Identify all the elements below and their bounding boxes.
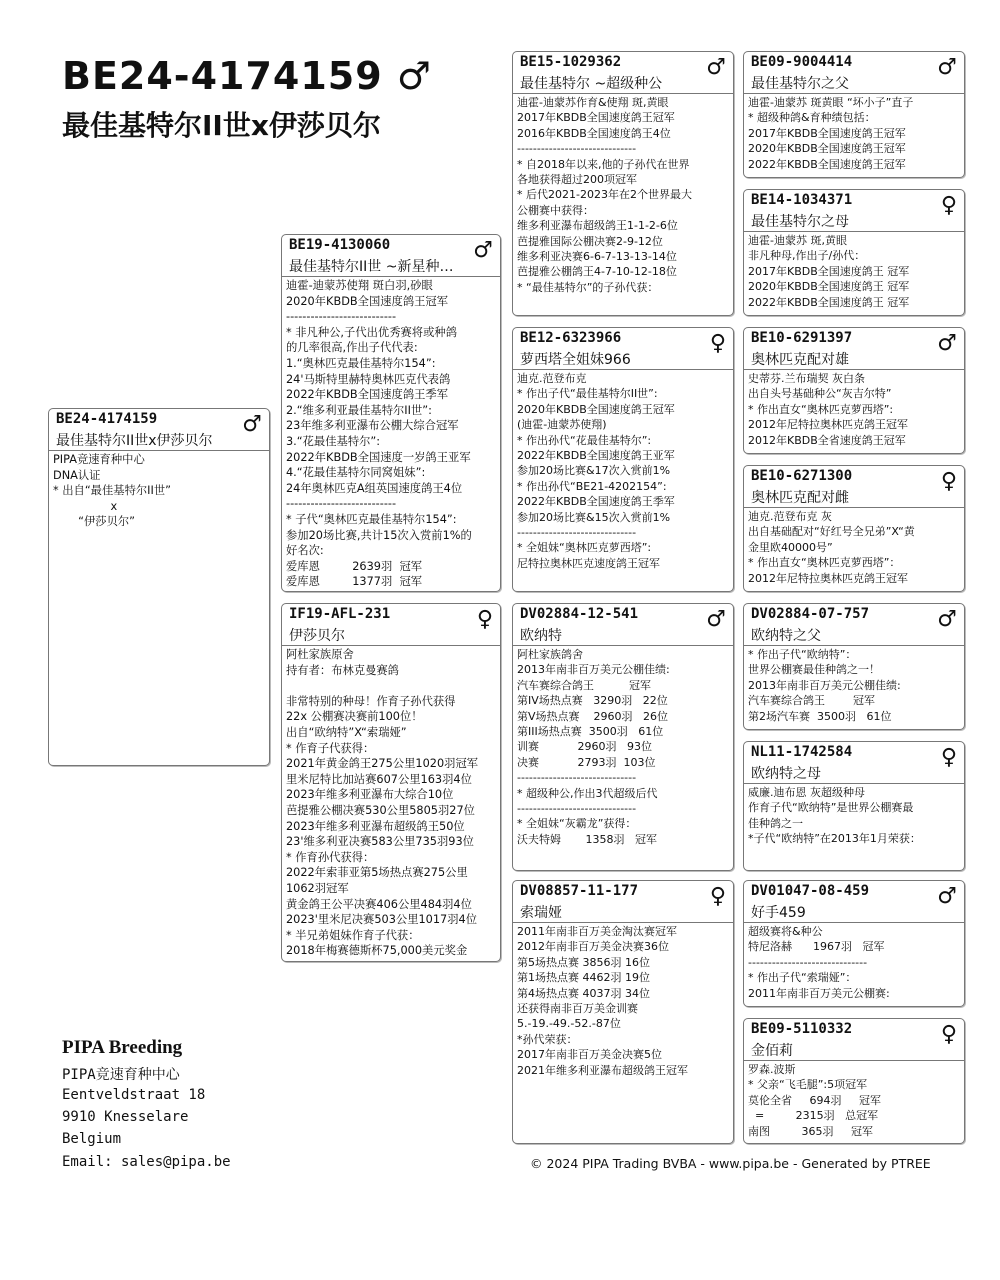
card-divider (513, 369, 733, 370)
note-line: 维多利亚决赛6-6-7-13-13-14位 (517, 249, 677, 263)
card-notes (748, 371, 960, 448)
card-divider (513, 93, 733, 94)
note-line: 芭提雅公棚鸽王4-7-10-12-18位 (517, 265, 677, 279)
footer-line: Belgium (62, 1131, 122, 1147)
note-line: 尼特拉奥林匹克速度鸽王冠军 (517, 556, 660, 570)
pigeon-name: 最佳基特尔II世 ~新星种… (289, 259, 454, 275)
note-line: 莫伦全省 694羽 冠军 (748, 1093, 881, 1107)
note-line: 2021年维多利亚瀑布超级鸽王冠军 (517, 1063, 688, 1077)
note-line: 爱库恩 1377羽 冠军 (286, 575, 423, 589)
pigeon-name: 最佳基特尔 ~超级种公 (520, 76, 663, 92)
card-divider (744, 1060, 964, 1061)
ring-number: BE10-6291397 (751, 330, 853, 346)
note-line: 好名次: (286, 544, 324, 558)
note-line: 第4场热点赛 4037羽 34位 (517, 986, 650, 1000)
ring-number: BE09-5110332 (751, 1021, 853, 1037)
note-line: * 作出子代“最佳基特尔II世”: (517, 387, 658, 401)
pedigree-card-sd[interactable] (512, 327, 734, 592)
ring-number: BE19-4130060 (289, 237, 391, 253)
note-line: 迪霍-迪蒙苏 斑黄眼 “坏小子”直子 (748, 96, 914, 109)
note-line: 参加20场比赛&17次入赏前1% (517, 464, 671, 478)
male-icon: ♂ (937, 607, 957, 632)
note-line: 2021年黄金鸽王275公里1020羽冠军 (286, 757, 479, 771)
pedigree-title-name: 最佳基特尔II世x伊莎贝尔 (62, 109, 381, 142)
male-icon: ♂ (242, 412, 262, 437)
note-line: 爱库恩 2639羽 冠军 (286, 559, 423, 573)
copyright: © 2024 PIPA Trading BVBA - www.pipa.be - Generated by PTREE (530, 1156, 931, 1171)
note-line: 参加20场比赛,共计15次入赏前1%的 (286, 528, 472, 542)
female-icon: ♀ (940, 469, 957, 494)
card-divider (744, 93, 964, 94)
footer-email[interactable]: Email: sales@pipa.be (62, 1154, 231, 1170)
note-line: * 超级种公,作出3代超级后代 (517, 786, 658, 800)
note-line: 训赛 2960羽 93位 (517, 740, 652, 754)
note-line: 2020年KBDB全国速度鸽王 冠军 (748, 280, 910, 294)
card-notes (517, 924, 729, 1078)
note-line: 参加20场比赛&15次入赏前1% (517, 510, 671, 524)
note-line: 2013年南非百万美元公棚佳绩: (748, 678, 901, 692)
note-line: 5.-19.-49.-52.-87位 (517, 1017, 621, 1031)
pedigree-card-sire[interactable] (281, 234, 501, 592)
male-icon: ♂ (937, 331, 957, 356)
female-icon: ♀ (709, 884, 726, 909)
note-line: * 作出子代“欧纳特”： (748, 648, 857, 661)
note-line: 2022年KBDB全国速度一岁鸽王亚军 (286, 450, 471, 464)
pedigree-card-ssd[interactable] (743, 189, 965, 316)
note-line: “伊莎贝尔” (53, 515, 136, 529)
footer-org: PIPA Breeding (62, 1037, 183, 1058)
ring-number: BE14-1034371 (751, 192, 853, 208)
note-line: --------------------------- (286, 310, 397, 324)
note-line: 2012年尼特拉奥林匹克鸽王冠军 (748, 571, 908, 585)
note-line: 2023年维多利亚瀑布超级鸽王50位 (286, 819, 465, 833)
note-line: * 作出孙代“花最佳基特尔”: (517, 433, 652, 447)
note-line: * 超级种鸽&育种绩包括： (748, 111, 876, 125)
note-line: * 作出孙代“BE21-4202154”: (517, 479, 667, 493)
female-icon: ♀ (940, 1022, 957, 1047)
note-line: 2017年KBDB全国速度鸽王冠军 (517, 111, 675, 125)
note-line: ------------------------------ (517, 801, 637, 815)
note-line: ------------------------------ (517, 525, 637, 539)
note-line: ------------------------------ (517, 142, 637, 156)
card-divider (744, 231, 964, 232)
female-icon: ♀ (476, 607, 493, 632)
ring-number: BE09-9004414 (751, 54, 853, 70)
note-line: DNA认证 (53, 468, 101, 482)
note-line: 迪克.范登布克 灰 (748, 510, 832, 523)
pedigree-title-id: BE24-4174159 ♂ (62, 54, 432, 98)
card-divider (282, 645, 500, 646)
card-divider (513, 922, 733, 923)
note-line: 2013年南非百万美元公棚佳绩: (517, 663, 670, 677)
pigeon-name: 最佳基特尔II世x伊莎贝尔 (56, 433, 213, 449)
card-divider (744, 922, 964, 923)
ring-number: BE24-4174159 (56, 411, 158, 427)
pedigree-card-dds[interactable] (743, 880, 965, 1007)
note-line: 2018年梅赛德斯杯75,000美元奖金 (286, 944, 468, 958)
note-line: PIPA竞速育种中心 (53, 453, 145, 466)
pigeon-name: 好手459 (751, 905, 806, 921)
card-notes (517, 95, 729, 295)
note-line: = 2315羽 总冠军 (748, 1109, 879, 1123)
card-notes (748, 924, 960, 1001)
note-line: 南图 365羽 冠军 (748, 1124, 873, 1138)
note-line: 史蒂芬.兰布瑞契 灰白条 (748, 372, 865, 385)
pigeon-name: 欧纳特之母 (751, 766, 821, 782)
note-line: 黄金鸽王公平决赛406公里484羽4位 (286, 897, 472, 911)
pedigree-card-dd[interactable] (512, 880, 734, 1144)
note-line: 2022年KBDB全国速度鸽王季军 (517, 495, 675, 509)
pigeon-name: 欧纳特之父 (751, 628, 821, 644)
pedigree-card-dss[interactable] (743, 603, 965, 730)
note-line: ------------------------------ (517, 771, 637, 785)
male-icon: ♂ (706, 607, 726, 632)
note-line: 公棚赛中获得： (517, 203, 594, 217)
note-line: 迪霍-迪蒙苏作育&使翔 斑,黄眼 (517, 96, 669, 109)
ring-number: BE12-6323966 (520, 330, 622, 346)
note-line: 2022年KBDB全国速度鸽王冠军 (748, 157, 906, 171)
note-line: 的几率很高,作出子代代表: (286, 341, 418, 355)
note-line: 非常特别的种母！作育子孙代获得 (286, 694, 456, 708)
note-line: * 作育子代获得： (286, 741, 375, 755)
ring-number: DV02884-12-541 (520, 606, 639, 622)
note-line: 2012年南非百万美金决赛36位 (517, 940, 669, 954)
pigeon-name: 萝西塔全姐妹966 (520, 352, 631, 368)
note-line: 决赛 2793羽 103位 (517, 755, 656, 769)
note-line: * “最佳基特尔”的子孙代获： (517, 280, 659, 294)
note-line: 汽车赛综合鸽王 冠军 (517, 678, 651, 692)
pedigree-card-subject[interactable] (48, 408, 270, 766)
note-line: 还获得南非百万美金训赛 (517, 1001, 638, 1015)
note-line: 里米尼特比加站赛607公里163羽4位 (286, 772, 472, 786)
card-notes (748, 647, 960, 724)
note-line: * 后代2021-2023年在2个世界最大 (517, 188, 692, 202)
pigeon-name: 索瑞娅 (520, 905, 562, 921)
note-line: * 全姐妹“灰霸龙”获得： (517, 817, 637, 831)
note-line: 威廉.迪布恩 灰超级种母 (748, 786, 865, 799)
note-line: 24年奥林匹克A组英国速度鸽王4位 (286, 481, 463, 495)
note-line: 2022年KBDB全国速度鸽王亚军 (517, 448, 675, 462)
note-line: (迪霍-迪蒙苏使翔) (517, 418, 607, 432)
note-line: 22x 公棚赛决赛前100位！ (286, 710, 423, 724)
card-divider (744, 369, 964, 370)
pedigree-card-ss[interactable] (512, 51, 734, 316)
pigeon-name: 欧纳特 (520, 628, 562, 644)
ring-number: NL11-1742584 (751, 744, 853, 760)
card-divider (744, 783, 964, 784)
female-icon: ♀ (940, 193, 957, 218)
footer-line: PIPA竞速育种中心 (62, 1067, 180, 1083)
note-line: 2011年南非百万美金淘汰赛冠军 (517, 925, 677, 938)
note-line: * 作育孙代获得： (286, 850, 375, 864)
note-line: * 自2018年以来,他的子孙代在世界 (517, 157, 690, 171)
note-line: 4.“花最佳基特尔同窝姐妹”: (286, 466, 426, 480)
note-line: 3.“花最佳基特尔”: (286, 434, 381, 448)
note-line: 金里欧40000号” (748, 540, 833, 554)
card-notes (53, 452, 265, 530)
pedigree-card-ddd[interactable] (743, 1018, 965, 1144)
note-line: 2022年KBDB全国速度鸽王季军 (286, 388, 449, 402)
note-line: 超级赛将&种公 (748, 925, 823, 938)
note-line: 芭提雅国际公棚决赛2-9-12位 (517, 234, 663, 248)
note-line: * 半兄弟姐妹作育子代获： (286, 928, 420, 942)
ring-number: DV02884-07-757 (751, 606, 870, 622)
note-line: 1062羽冠军 (286, 881, 349, 895)
note-line: 迪霍-迪蒙苏 斑,黄眼 (748, 234, 847, 247)
note-line: 佳种鸽之一 (748, 816, 803, 830)
male-icon: ♂ (937, 884, 957, 909)
female-icon: ♀ (709, 331, 726, 356)
note-line: 2020年KBDB全国速度鸽王冠军 (748, 142, 906, 156)
note-line: 持有者：布林克曼赛鸽 (286, 663, 399, 677)
pigeon-name: 伊莎贝尔 (289, 628, 345, 644)
note-line: 迪克.范登布克 (517, 372, 587, 385)
note-line: 芭提雅公棚决赛530公里5805羽27位 (286, 803, 475, 817)
card-notes (286, 278, 496, 590)
male-icon: ♂ (473, 238, 493, 263)
pigeon-name: 奥林匹克配对雌 (751, 490, 849, 506)
note-line: *子代“欧纳特”在2013年1月荣获： (748, 832, 921, 846)
pedigree-card-sss[interactable] (743, 51, 965, 178)
note-line: 非凡种母,作出子/孙代： (748, 249, 866, 263)
note-line: 2023'里米尼决赛503公里1017羽4位 (286, 913, 478, 927)
note-line: 特尼洛赫 1967羽 冠军 (748, 940, 885, 954)
note-line: ------------------------------ (748, 955, 868, 969)
note-line: 第1场热点赛 4462羽 19位 (517, 971, 650, 985)
card-notes (517, 647, 729, 847)
note-line: 罗森.波斯 (748, 1063, 796, 1076)
pigeon-name: 奥林匹克配对雄 (751, 352, 849, 368)
note-line: 2012年KBDB全省速度鸽王冠军 (748, 433, 906, 447)
note-line: 第IV场热点赛 3290羽 22位 (517, 694, 668, 708)
pigeon-name: 最佳基特尔之父 (751, 76, 849, 92)
card-notes (748, 233, 960, 310)
note-line: 2016年KBDB全国速度鸽王4位 (517, 126, 671, 140)
card-notes (748, 509, 960, 586)
note-line: 23'维多利亚决赛583公里735羽93位 (286, 835, 474, 849)
note-line: 24'马斯特里赫特奥林匹克代表鸽 (286, 372, 451, 386)
ring-number: BE10-6271300 (751, 468, 853, 484)
note-line: * 作出直女“奥林匹克萝西塔”： (748, 556, 901, 570)
note-line: * 作出直女“奥林匹克萝西塔”: (748, 402, 894, 416)
note-line: 2020年KBDB全国速度鸽王冠军 (286, 294, 449, 308)
note-line: * 非凡种公,子代出优秀赛将或种鸽 (286, 325, 457, 339)
note-line: 2017年南非百万美金决赛5位 (517, 1048, 662, 1062)
pedigree-card-dam[interactable] (281, 603, 501, 962)
pedigree-card-ds[interactable] (512, 603, 734, 871)
note-line: 出自基础配对“好红号全兄弟”X“黄 (748, 525, 915, 539)
note-line: 阿杜家族原舍 (286, 648, 354, 661)
pigeon-name: 最佳基特尔之母 (751, 214, 849, 230)
note-line: 第III场热点赛 3500羽 61位 (517, 724, 664, 738)
card-divider (49, 450, 269, 451)
card-notes (748, 785, 960, 847)
note-line: *孙代荣获： (517, 1032, 578, 1046)
note-line: * 全姐妹“奥林匹克萝西塔”: (517, 541, 652, 555)
ring-number: DV08857-11-177 (520, 883, 639, 899)
note-line: 1.“奥林匹克最佳基特尔154”: (286, 356, 436, 370)
note-line: 2.“维多利亚最佳基特尔II世”: (286, 403, 432, 417)
note-line: 2022年KBDB全国速度鸽王 冠军 (748, 295, 910, 309)
card-notes (748, 1062, 960, 1139)
pedigree-card-sds[interactable] (743, 327, 965, 454)
note-line: 各地获得超过200项冠军 (517, 172, 637, 186)
note-line: * 作出子代“索瑞娅”： (748, 971, 857, 985)
note-line: * 父亲“飞毛腿”:5项冠军 (748, 1078, 868, 1092)
pigeon-name: 金佰莉 (751, 1043, 793, 1059)
card-notes (286, 647, 496, 959)
note-line: 23年维多利亚瀑布公棚大综合冠军 (286, 419, 459, 433)
note-line: x (53, 499, 118, 513)
note-line: 第5场热点赛 3856羽 16位 (517, 955, 650, 969)
note-line: * 子代“奥林匹克最佳基特尔154”: (286, 512, 457, 526)
note-line: 2011年南非百万美元公棚赛: (748, 986, 890, 1000)
card-divider (744, 645, 964, 646)
male-icon: ♂ (706, 55, 726, 80)
card-notes (748, 95, 960, 172)
pedigree-card-sdd[interactable] (743, 465, 965, 592)
pedigree-card-dsd[interactable] (743, 741, 965, 871)
note-line: 世界公棚赛最佳种鸽之一！ (748, 663, 880, 677)
note-line: 2017年KBDB全国速度鸽王冠军 (748, 126, 906, 140)
note-line: 迪霍-迪蒙苏使翔 斑白羽,砂眼 (286, 279, 433, 292)
note-line: 作育子代“欧纳特”是世界公棚赛最 (748, 801, 914, 815)
note-line: 2017年KBDB全国速度鸽王 冠军 (748, 264, 910, 278)
ring-number: DV01047-08-459 (751, 883, 870, 899)
note-line: --------------------------- (286, 497, 397, 511)
footer-line: 9910 Knesselare (62, 1109, 189, 1125)
female-icon: ♀ (940, 745, 957, 770)
male-icon: ♂ (937, 55, 957, 80)
note-line: 出自“欧纳特”X“索瑞娅” (286, 725, 407, 739)
note-line: * 出自“最佳基特尔II世” (53, 484, 171, 498)
note-line: 维多利亚瀑布超级鸽王1-1-2-6位 (517, 219, 678, 233)
note-line: 2012年尼特拉奥林匹克鸽王冠军 (748, 418, 908, 432)
note-line: 第V场热点赛 2960羽 26位 (517, 709, 668, 723)
footer-line: Eentveldstraat 18 (62, 1087, 206, 1103)
card-divider (744, 507, 964, 508)
note-line: 汽车赛综合鸽王 冠军 (748, 694, 875, 708)
note-line: 阿杜家族鸽舍 (517, 648, 583, 661)
note-line: 2022年索菲亚第5场热点赛275公里 (286, 866, 468, 880)
card-divider (513, 645, 733, 646)
note-line: 沃夫特姆 1358羽 冠军 (517, 832, 657, 846)
note-line: 2020年KBDB全国速度鸽王冠军 (517, 402, 675, 416)
note-line (286, 678, 496, 694)
note-line: 第2场汽车赛 3500羽 61位 (748, 709, 892, 723)
note-line: 2023年维多利亚瀑布大综合10位 (286, 788, 454, 802)
ring-number: IF19-AFL-231 (289, 606, 391, 622)
ring-number: BE15-1029362 (520, 54, 622, 70)
card-divider (282, 276, 500, 277)
card-notes (517, 371, 729, 571)
note-line: 出自头号基础种公“灰吉尔特” (748, 387, 892, 401)
